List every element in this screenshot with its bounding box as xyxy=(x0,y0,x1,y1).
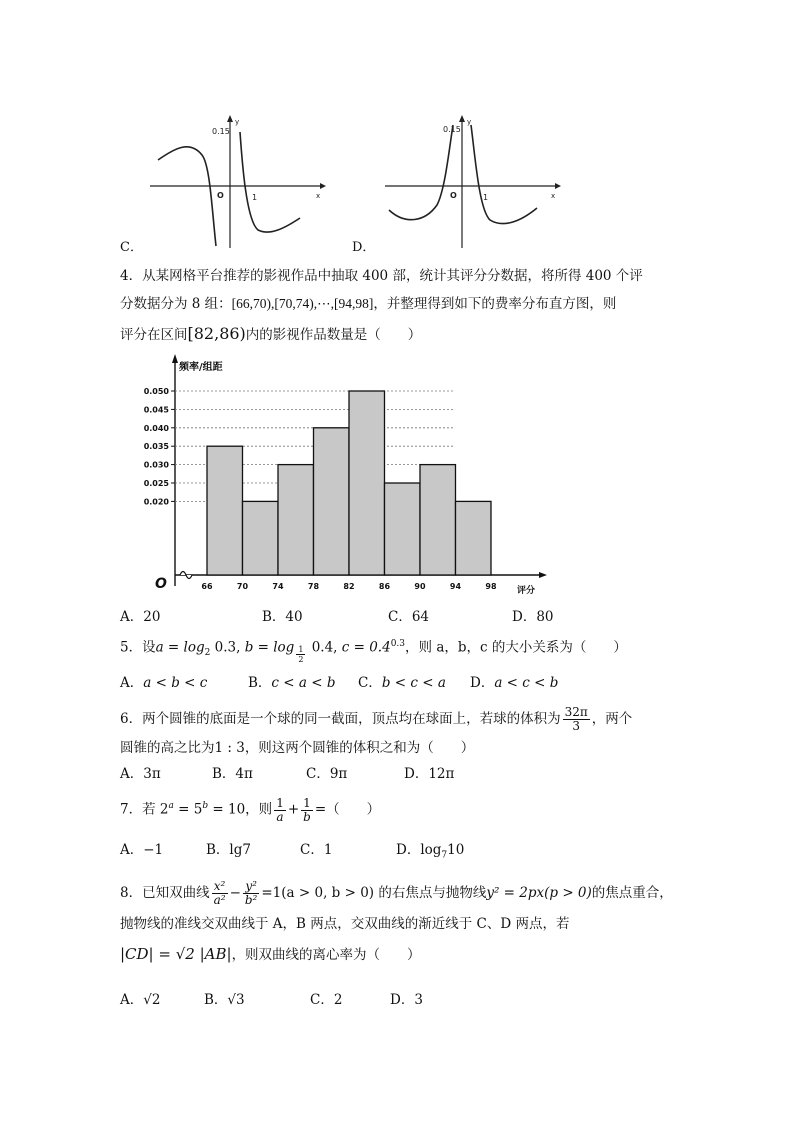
hist-origin: O xyxy=(155,576,167,592)
q5-option-d[interactable]: D．a < c < b xyxy=(470,675,559,691)
q4-option-a[interactable]: A．20 xyxy=(120,609,161,625)
hist-xtick-label: 74 xyxy=(272,582,284,591)
hist-bar xyxy=(456,501,492,575)
graph-c-label: C． xyxy=(120,240,143,255)
q8-minus: − xyxy=(229,885,241,901)
q6-line2-math: 1 : 3 xyxy=(214,740,245,756)
q5-b-base: $\frac{1}{2}$ xyxy=(298,644,304,664)
q8-line3 xyxy=(120,944,421,965)
q8-line2: 抛物线的准线交双曲线于 A，B 两点，交双曲线的渐近线于 C、D 两点，若 xyxy=(120,916,570,932)
q4-line2-pre: 分数据分为 8 组： xyxy=(120,296,232,312)
q6-line2 xyxy=(120,738,474,758)
hist-xtick-label: 78 xyxy=(307,582,320,591)
q4-line3 xyxy=(120,324,421,345)
q7-option-a[interactable]: A．−1 xyxy=(120,842,164,858)
graph-c-xtick: 1 xyxy=(252,193,258,202)
q7-post: =（ ） xyxy=(314,801,381,818)
q5-b-arg: 0.4, xyxy=(307,639,342,656)
graph-d-yname: y xyxy=(467,118,472,126)
graph-c-curve-left xyxy=(158,147,216,246)
q8-option-b[interactable]: B．√3 xyxy=(204,992,245,1008)
graph-d-curve-right xyxy=(471,125,537,224)
graph-d-curve-left xyxy=(389,125,453,220)
graph-d-label: D． xyxy=(352,240,376,255)
q4-line1: 4．从某网格平台推荐的影视作品中抽取 400 部，统计其评分分数据，将所得 400 个评 xyxy=(120,268,643,284)
q7-eq: = 10，则 xyxy=(208,801,273,818)
q7-plus: + xyxy=(287,801,300,818)
q8-line1 xyxy=(120,880,673,907)
hist-bar xyxy=(243,501,279,575)
q6-line2-pre: 圆锥的高之比为 xyxy=(120,740,215,756)
hist-xtick-label: 82 xyxy=(343,582,355,591)
q5-b: b = log xyxy=(244,639,295,656)
q7-line xyxy=(120,796,380,824)
q7-option-c[interactable]: C．1 xyxy=(300,842,333,858)
graph-c-curve-right xyxy=(240,132,300,232)
hist-xtick-label: 86 xyxy=(378,582,391,591)
hist-ytick-label: 0.020 xyxy=(143,497,169,507)
q6-option-b[interactable]: B．4π xyxy=(212,766,253,782)
hist-bar xyxy=(314,428,350,575)
q4-line3-pre: 评分在区间 xyxy=(120,327,188,343)
q4-option-c[interactable]: C．64 xyxy=(388,609,430,625)
q7-exp-a: a xyxy=(168,801,174,811)
graph-d-svg xyxy=(375,110,565,250)
q5-option-a[interactable]: A．a < b < c xyxy=(120,675,208,691)
graph-c xyxy=(140,110,330,250)
q4-line3-math: [82,86) xyxy=(187,324,246,343)
hist-bar xyxy=(207,446,243,575)
q5-c: c = 0.4 xyxy=(341,639,391,656)
q8-frac-y: $\frac{\text{y²}}{\text{b²}}$ xyxy=(244,879,258,907)
q4-line2-math: [66,70),[70,74),⋯,[94,98] xyxy=(231,296,374,311)
q8-option-c[interactable]: C．2 xyxy=(310,992,343,1008)
q8-parabola: y² = 2px(p > 0) xyxy=(486,885,592,901)
q8-line1-mid: =1(a > 0, b > 0) 的右焦点与抛物线 xyxy=(261,885,487,901)
q7-option-d[interactable]: D．$\log_710$ xyxy=(396,842,465,861)
q6-option-c[interactable]: C．9π xyxy=(306,766,348,782)
q5-pre: 5．设 xyxy=(120,639,156,656)
hist-xtick-label: 70 xyxy=(236,582,249,591)
histogram-svg xyxy=(125,348,555,598)
graph-c-origin: O xyxy=(217,191,224,200)
hist-xlabel: 评分 xyxy=(517,586,536,596)
q8-line3-post: ，则双曲线的离心率为（ ） xyxy=(231,947,421,963)
hist-ytick-label: 0.025 xyxy=(143,479,169,488)
graph-d-xtick: 1 xyxy=(483,193,489,202)
hist-ytick-label: 0.035 xyxy=(143,442,169,452)
q5-post: ，则 a，b，c 的大小关系为（ ） xyxy=(405,639,627,656)
hist-xtick-label: 98 xyxy=(485,582,497,591)
graph-d-xname: x xyxy=(551,192,556,200)
q5-option-b[interactable]: B．c < a < b xyxy=(248,675,336,691)
hist-bar xyxy=(278,465,314,575)
q8-line3-math: |CD| = √2 |AB| xyxy=(120,945,232,963)
q8-line1-post: 的焦点重合， xyxy=(591,885,673,901)
q4-option-d[interactable]: D．80 xyxy=(512,609,554,625)
q8-line1-pre: 8．已知双曲线 xyxy=(120,885,210,901)
q6-line1-pre: 6．两个圆锥的底面是一个球的同一截面，顶点均在球面上，若球的体积为 xyxy=(120,711,561,727)
hist-bar xyxy=(349,391,385,575)
q5-c-exp: 0.3 xyxy=(390,639,406,649)
q6-line1-post: ，两个 xyxy=(591,711,633,727)
q7-pre: 7．若 2 xyxy=(120,801,169,818)
q4-line3-post: 内的影视作品数量是（ ） xyxy=(245,327,422,343)
hist-ytick-label: 0.045 xyxy=(143,405,169,415)
q7-frac1: $\frac{1}{a}$ xyxy=(276,795,284,824)
q8-frac-x: $\frac{\text{x²}}{\text{a²}}$ xyxy=(213,879,226,907)
q7-option-b[interactable]: B．lg7 xyxy=(206,842,251,858)
q5-a-base: 2 xyxy=(204,648,211,659)
q6-option-a[interactable]: A．3π xyxy=(120,766,161,782)
q4-option-b[interactable]: B．40 xyxy=(262,609,303,625)
q4-line2-post: ，并整理得到如下的费率分布直方图，则 xyxy=(373,296,617,312)
hist-ylabel: 频率/组距 xyxy=(179,362,223,373)
q6-frac: $\frac{32\pi}{3}$ xyxy=(564,705,588,733)
q6-option-d[interactable]: D．12π xyxy=(404,766,455,782)
graph-d-origin: O xyxy=(450,191,457,200)
graph-c-xname: x xyxy=(316,192,321,200)
hist-ytick-label: 0.050 xyxy=(143,387,169,396)
q5-a-arg: 0.3, xyxy=(210,639,245,656)
q5-option-c[interactable]: C．b < c < a xyxy=(358,675,446,691)
q7-frac2: $\frac{1}{b}$ xyxy=(303,795,311,824)
hist-ytick-label: 0.030 xyxy=(143,460,169,470)
q7-mid: = 5 xyxy=(173,801,203,818)
hist-axis-break xyxy=(180,572,192,579)
q8-option-d[interactable]: D．3 xyxy=(390,992,423,1008)
graph-d-ytick: 0.15 xyxy=(443,125,461,134)
hist-xtick-label: 94 xyxy=(449,582,462,591)
histogram xyxy=(125,348,555,598)
q6-line2-post: ，则这两个圆锥的体积之和为（ ） xyxy=(244,740,475,756)
hist-xtick-label: 66 xyxy=(201,582,213,591)
hist-ytick-label: 0.040 xyxy=(143,423,169,433)
q6-line1 xyxy=(120,706,632,733)
q5-a: a = log xyxy=(155,639,205,656)
q7-exp-b: b xyxy=(202,801,209,811)
q4-line2 xyxy=(120,294,616,314)
hist-bar xyxy=(385,483,421,575)
q5-line xyxy=(120,634,627,664)
q8-option-a[interactable]: A．√2 xyxy=(120,992,161,1008)
graph-c-yname: y xyxy=(235,118,240,126)
graph-d xyxy=(375,110,565,250)
graph-c-svg xyxy=(140,110,330,250)
graph-c-ytick: 0.15 xyxy=(212,127,230,136)
hist-xtick-label: 90 xyxy=(414,582,426,591)
hist-bar xyxy=(420,465,456,575)
